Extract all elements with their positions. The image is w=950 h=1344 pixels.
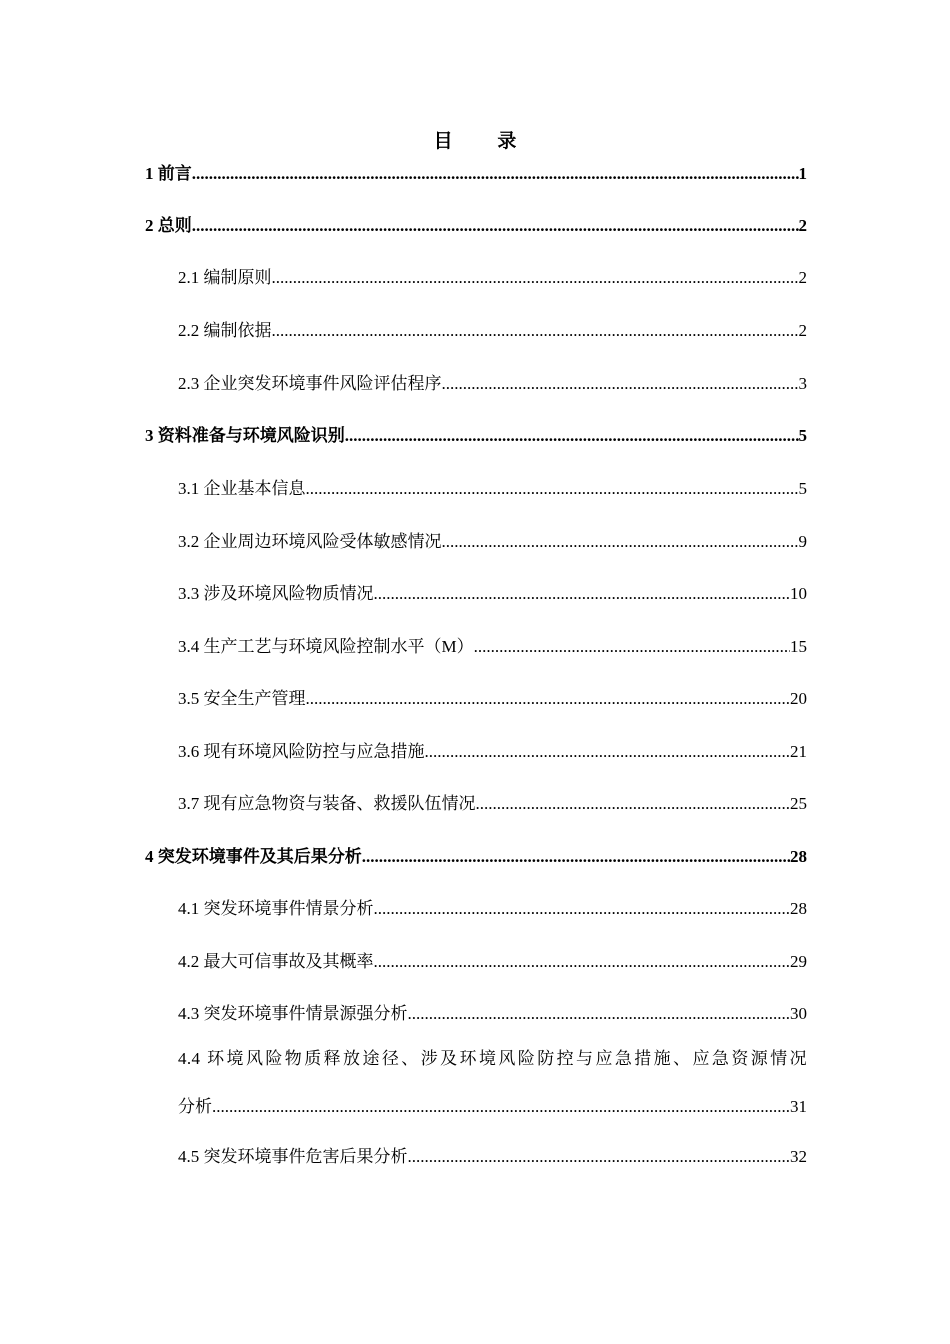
toc-entry-3-6[interactable] [178, 738, 807, 766]
toc-entry-page: 32 [790, 1147, 807, 1166]
toc-entry-page: 5 [798, 426, 807, 445]
toc-entry-3[interactable] [145, 422, 807, 450]
toc-entry-label: 4.5 突发环境事件危害后果分析 [178, 1147, 408, 1166]
toc-entry-page: 9 [798, 532, 807, 551]
toc-entry-label: 3.4 生产工艺与环境风险控制水平（M） [178, 637, 474, 656]
dot-leader [374, 580, 791, 608]
dot-leader [442, 528, 799, 556]
toc-entry-label: 1 前言 [145, 164, 192, 183]
toc-entry-label: 2 总则 [145, 216, 192, 235]
toc-entry-3-4[interactable] [178, 633, 807, 661]
dot-leader [192, 212, 799, 240]
dot-leader [192, 160, 799, 188]
dot-leader [425, 738, 791, 766]
toc-entry-page: 21 [790, 742, 807, 761]
toc-entry-page: 2 [798, 321, 807, 340]
toc-entry-label: 3.3 涉及环境风险物质情况 [178, 584, 374, 603]
toc-entry-label: 3.2 企业周边环境风险受体敏感情况 [178, 532, 442, 551]
toc-entry-3-1[interactable] [178, 475, 807, 503]
toc-entry-label: 4.1 突发环境事件情景分析 [178, 899, 374, 918]
dot-leader [345, 422, 799, 450]
toc-entry-page: 2 [798, 268, 807, 287]
toc-entry-2-1[interactable] [178, 264, 807, 292]
toc-entry-page: 28 [790, 899, 807, 918]
toc-entry-continuation [178, 1093, 807, 1121]
dot-leader [212, 1093, 790, 1121]
toc-entry-4-3[interactable] [178, 1000, 807, 1028]
toc-entry-label: 3.1 企业基本信息 [178, 479, 306, 498]
toc-entry-3-5[interactable] [178, 685, 807, 713]
dot-leader [362, 843, 790, 871]
toc-entry-4-2[interactable] [178, 948, 807, 976]
toc-entry-label: 3 资料准备与环境风险识别 [145, 426, 345, 445]
dot-leader [476, 790, 791, 818]
page-title: 目 录 [433, 131, 537, 152]
dot-leader [272, 264, 799, 292]
toc-entry-page: 31 [790, 1097, 807, 1116]
toc-entry-label: 4 突发环境事件及其后果分析 [145, 847, 362, 866]
dot-leader [374, 948, 791, 976]
dot-leader [408, 1143, 791, 1171]
toc-entry-page: 30 [790, 1004, 807, 1023]
toc-entry-4-5[interactable] [178, 1143, 807, 1171]
toc-entry-2[interactable] [145, 212, 807, 240]
toc-entry-label: 3.6 现有环境风险防控与应急措施 [178, 742, 425, 761]
toc-entry-page: 1 [798, 164, 807, 183]
toc-entry-2-3[interactable] [178, 370, 807, 398]
toc-entry-label: 2.2 编制依据 [178, 321, 272, 340]
toc-entry-label-continued: 分析 [178, 1097, 212, 1116]
toc-entry-page: 29 [790, 952, 807, 971]
toc-entry-page: 28 [790, 847, 807, 866]
dot-leader [408, 1000, 791, 1028]
toc-entry-3-2[interactable] [178, 528, 807, 556]
toc-entry-page: 3 [798, 374, 807, 393]
toc-entry-4-4[interactable] [178, 1045, 807, 1121]
toc-entry-page: 2 [798, 216, 807, 235]
toc-entry-label: 2.3 企业突发环境事件风险评估程序 [178, 374, 442, 393]
toc-entry-page: 25 [790, 794, 807, 813]
dot-leader [306, 685, 791, 713]
toc-entry-4[interactable] [145, 843, 807, 871]
toc-entry-page: 10 [790, 584, 807, 603]
toc-entry-label: 3.7 现有应急物资与装备、救援队伍情况 [178, 794, 476, 813]
toc-entry-2-2[interactable] [178, 317, 807, 345]
dot-leader [272, 317, 799, 345]
toc-entry-page: 15 [790, 637, 807, 656]
toc-entry-1[interactable] [145, 160, 807, 188]
toc-entry-3-3[interactable] [178, 580, 807, 608]
toc-entry-label: 2.1 编制原则 [178, 268, 272, 287]
toc-entry-label: 3.5 安全生产管理 [178, 689, 306, 708]
toc-entry-label: 4.4 环境风险物质释放途径、涉及环境风险防控与应急措施、应急资源情况 [178, 1049, 807, 1068]
toc-entry-label: 4.2 最大可信事故及其概率 [178, 952, 374, 971]
toc-entry-4-1[interactable] [178, 895, 807, 923]
dot-leader [474, 633, 790, 661]
dot-leader [442, 370, 799, 398]
dot-leader [374, 895, 791, 923]
toc-entry-3-7[interactable] [178, 790, 807, 818]
dot-leader [306, 475, 799, 503]
toc-entry-page: 5 [798, 479, 807, 498]
toc-entry-page: 20 [790, 689, 807, 708]
toc-entry-label: 4.3 突发环境事件情景源强分析 [178, 1004, 408, 1023]
